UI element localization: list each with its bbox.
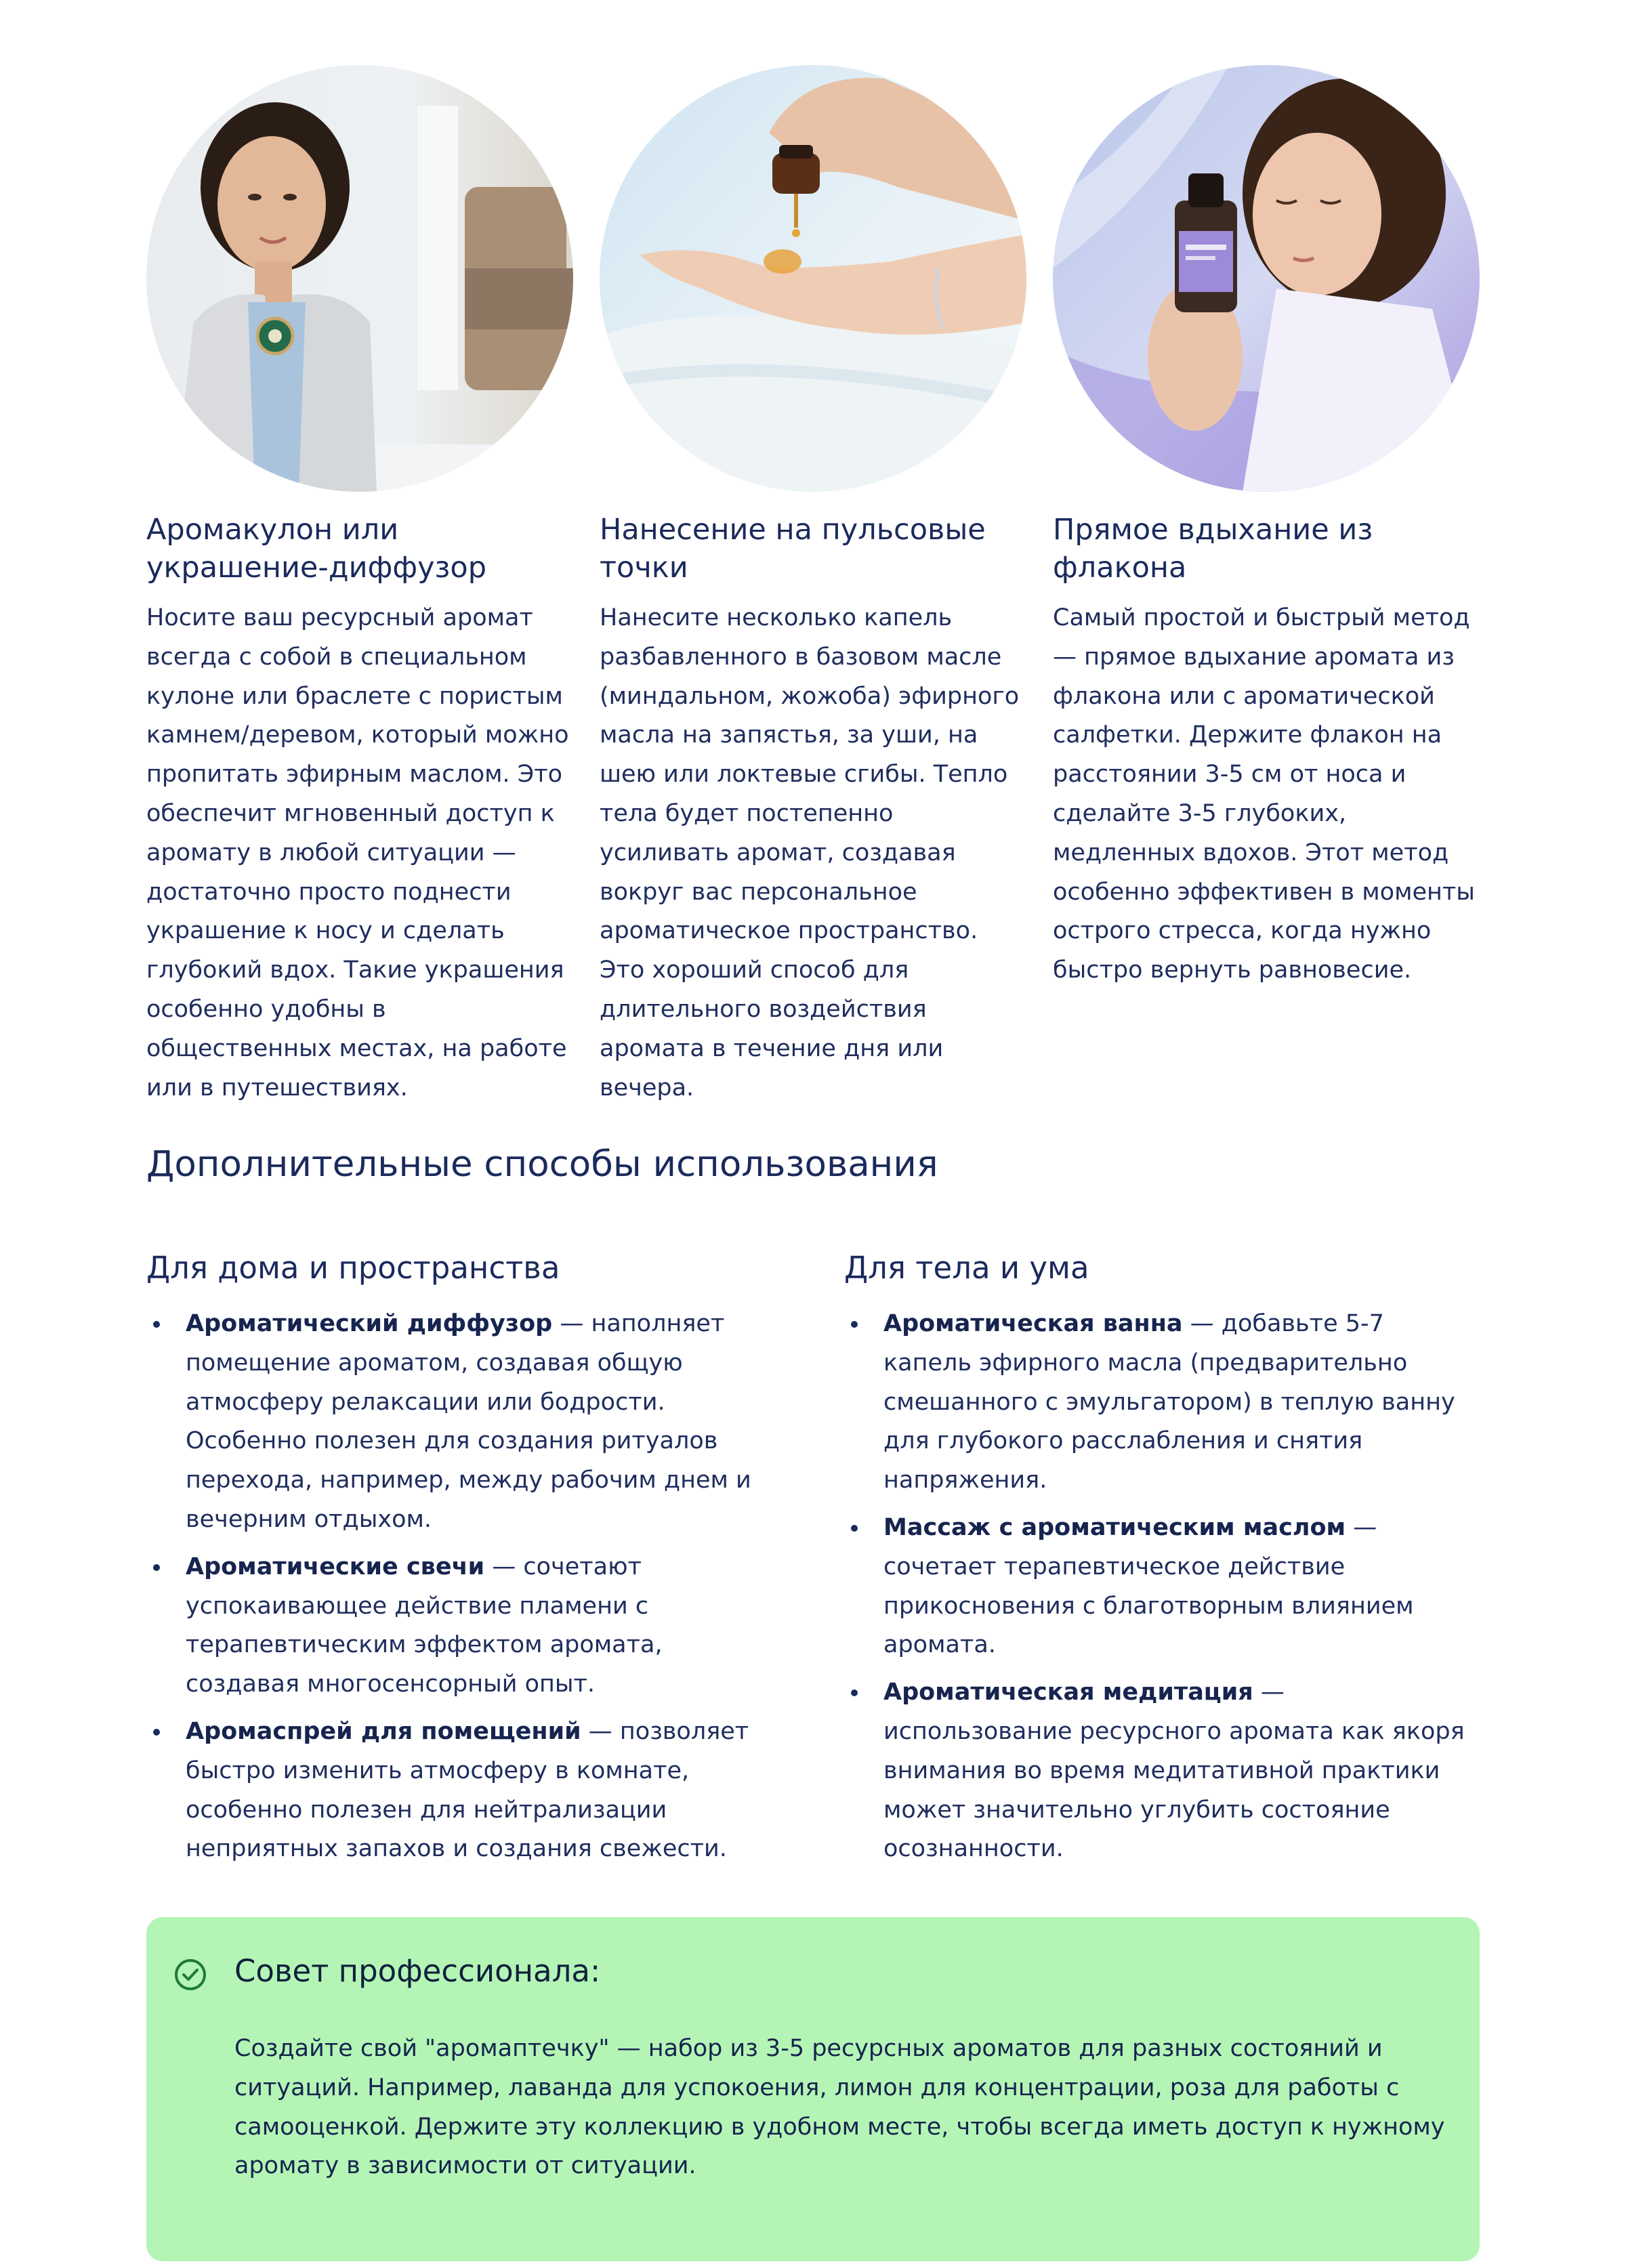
- card-direct-inhalation: [1053, 65, 1480, 1108]
- list-item: [844, 1673, 1474, 1869]
- item-term: Аромаспрей для помещений: [186, 1717, 581, 1745]
- card-pulse-points: [600, 65, 1026, 1108]
- method-cards: [146, 65, 1480, 1108]
- item-term: Ароматическая ванна: [883, 1310, 1183, 1337]
- card-text: Нанесите несколько капель разбавленного в базовом масле (миндальном, жожоба) эфирного масла на запястья, за уши, на шею или локтевые сгибы. Тепло тела будет постепенно усиливать аромат, создавая вокруг вас персональное ароматическое пространство. Это хороший способ для длительного воздействия аромата в течение дня или вечера.: [600, 604, 1020, 1101]
- photo-oil-drop-on-hand-image: [600, 65, 1026, 492]
- home-methods-list: [146, 1305, 776, 1869]
- photo-oil-drop-on-hand: [600, 65, 1026, 492]
- bullet-icon: [153, 1321, 160, 1328]
- bullet-icon: [153, 1729, 160, 1736]
- list-item: [146, 1548, 776, 1704]
- page: [146, 65, 1480, 2180]
- card-title: Нанесение на пульсовые точки: [600, 513, 986, 585]
- list-item: [146, 1305, 776, 1540]
- item-term: Ароматические свечи: [186, 1553, 485, 1580]
- list-item: [146, 1713, 776, 1869]
- additional-methods: [146, 1248, 1480, 1877]
- item-desc: — наполняет помещение ароматом, создавая общую атмосферу релаксации или бодрости. Особенно полезен для создания ритуалов перехода, например, между рабочим днем и вечерним отдыхом.: [186, 1310, 751, 1533]
- card-aroma-pendant: [146, 65, 573, 1108]
- bullet-icon: [153, 1564, 160, 1571]
- photo-woman-with-pendant-image: [146, 65, 573, 492]
- pro-tip-title: Совет профессионала:: [234, 1953, 601, 1989]
- card-text: Самый простой и быстрый метод — прямое вдыхание аромата из флакона или с ароматической салфетки. Держите флакон на расстоянии 3-5 см от носа и сделайте 3-5 глубоких, медленных вдохов. Этот метод особенно эффективен в моменты острого стресса, когда нужно быстро вернуть равновесие.: [1053, 604, 1475, 984]
- pro-tip-box: [146, 1917, 1480, 2261]
- home-methods-title: Для дома и пространства: [146, 1250, 560, 1286]
- bullet-icon: [851, 1525, 858, 1532]
- list-item: [844, 1305, 1474, 1500]
- item-desc: — добавьте 5-7 капель эфирного масла (предварительно смешанного с эмульгатором) в теплую ванну для глубокого расслабления и снятия напряжения.: [883, 1310, 1455, 1494]
- photo-woman-with-pendant: [146, 65, 573, 492]
- item-term: Массаж с ароматическим маслом: [883, 1513, 1346, 1541]
- body-methods-title: Для тела и ума: [844, 1250, 1089, 1286]
- item-desc: — использование ресурсного аромата как якоря внимания во время медитативной практики может значительно углубить состояние осознанности.: [883, 1679, 1465, 1863]
- list-item: [844, 1509, 1474, 1665]
- bullet-icon: [851, 1689, 858, 1696]
- body-methods-list: [844, 1305, 1474, 1869]
- bullet-icon: [851, 1321, 858, 1328]
- photo-woman-smelling-bottle: [1053, 65, 1480, 492]
- item-desc: — сочетают успокаивающее действие пламени с терапевтическим эффектом аромата, создавая многосенсорный опыт.: [186, 1553, 663, 1698]
- photo-woman-smelling-bottle-image: [1053, 65, 1480, 492]
- item-desc: — сочетает терапевтическое действие прикосновения с благотворным влиянием аромата.: [883, 1513, 1414, 1659]
- card-title: Прямое вдыхание из флакона: [1053, 513, 1373, 585]
- item-term: Ароматическая медитация: [883, 1679, 1253, 1706]
- item-desc: — позволяет быстро изменить атмосферу в комнате, особенно полезен для нейтрализации неприятных запахов и создания свежести.: [186, 1717, 749, 1863]
- pro-tip-text: Создайте свой "аромаптечку" — набор из 3-5 ресурсных ароматов для разных состояний и ситуаций. Например, лаванда для успокоения, лимон для концентрации, роза для работы с самооценкой. Держите эту коллекцию в удобном месте, чтобы всегда иметь доступ к нужному аромату в зависимости от ситуации.: [234, 2035, 1445, 2180]
- section-title: Дополнительные способы использования: [146, 1143, 938, 1185]
- card-text: Носите ваш ресурсный аромат всегда с собой в специальном кулоне или браслете с пористым камнем/деревом, который можно пропитать эфирным маслом. Это обеспечит мгновенный доступ к аромату в любой ситуации — достаточно просто поднести украшение к носу и сделать глубокий вдох. Такие украшения особенно удобны в общественных местах, на работе или в путешествиях.: [146, 604, 569, 1101]
- item-term: Ароматический диффузор: [186, 1310, 553, 1337]
- check-circle-icon: [173, 1958, 207, 1992]
- home-methods-column: [146, 1248, 776, 1877]
- card-title: Аромакулон или украшение-диффузор: [146, 513, 487, 585]
- body-methods-column: [844, 1248, 1474, 1877]
